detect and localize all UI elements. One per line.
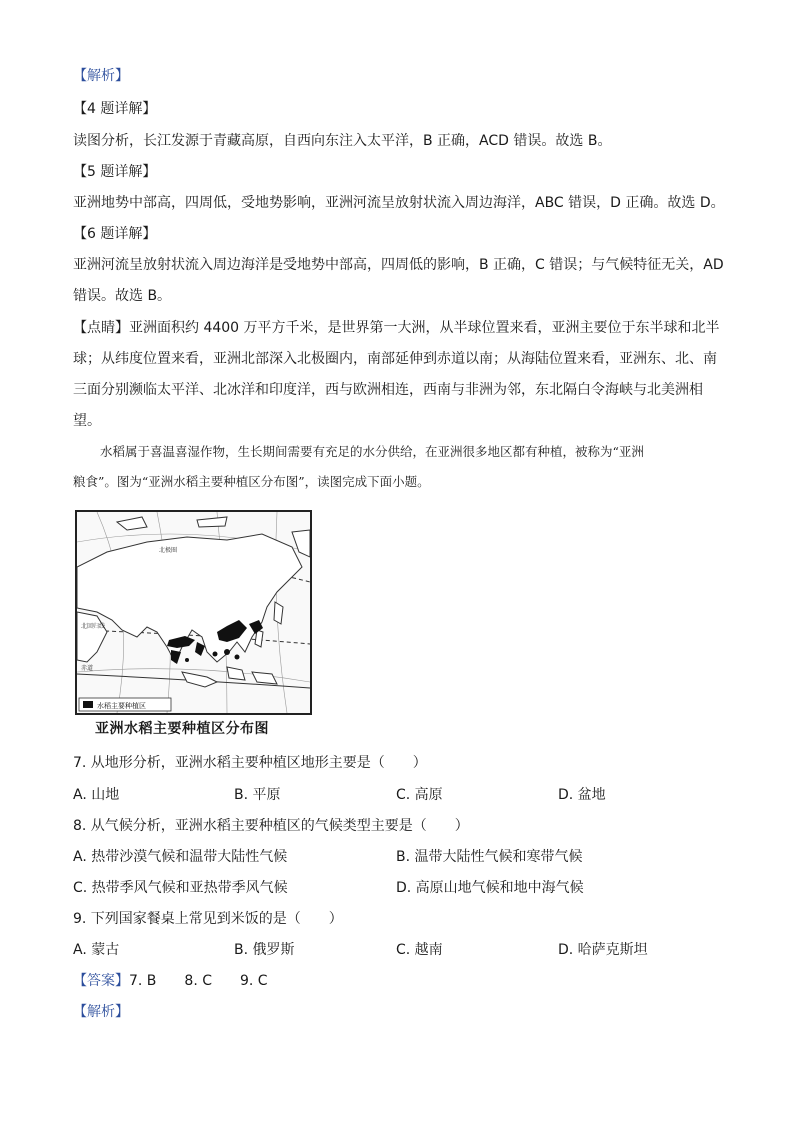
tip-line-4: 望。 bbox=[73, 413, 101, 429]
asia-rice-map bbox=[75, 510, 312, 715]
analysis-label-bottom: 【解析】 bbox=[73, 1004, 129, 1020]
q6-explanation-line-2: 错误。故选 B。 bbox=[73, 288, 172, 304]
q7-option-b: B. 平原 bbox=[234, 787, 281, 803]
q9-stem: 9. 下列国家餐桌上常见到米饭的是（ ） bbox=[73, 911, 343, 927]
tip-label: 【点睛】 bbox=[73, 320, 129, 336]
tip-text-1: 亚洲面积约 4400 万平方千米，是世界第一大洲，从半球位置来看，亚洲主要位于东半球和北半 bbox=[129, 320, 720, 336]
passage-line-2: 粮食”。图为“亚洲水稻主要种植区分布图”，读图完成下面小题。 bbox=[73, 474, 430, 489]
q9-option-b: B. 俄罗斯 bbox=[234, 942, 295, 958]
q9-option-c: C. 越南 bbox=[396, 942, 443, 958]
q5-explanation: 亚洲地势中部高，四周低，受地势影响，亚洲河流呈放射状流入周边海洋，ABC 错误，D 正确。故选 D。 bbox=[73, 195, 725, 211]
tip-line-1 bbox=[73, 318, 720, 338]
q6-explanation-line-1: 亚洲河流呈放射状流入周边海洋是受地势中部高，四周低的影响，B 正确，C 错误；与气候特征无关，AD bbox=[73, 257, 724, 273]
map-label-arctic: 北极圈 bbox=[159, 547, 178, 554]
tip-line-3: 三面分别濒临太平洋、北冰洋和印度洋，西与欧洲相连，西南与非洲为邻，东北隔白令海峡与北美洲相 bbox=[73, 382, 703, 398]
q5-heading: 【5 题详解】 bbox=[73, 164, 157, 180]
q8-stem: 8. 从气候分析，亚洲水稻主要种植区的气候类型主要是（ ） bbox=[73, 818, 469, 834]
answer-label: 【答案】 bbox=[73, 973, 129, 989]
map-label-cancer: 北回归线 bbox=[81, 623, 106, 630]
q8-option-b: B. 温带大陆性气候和寒带气候 bbox=[396, 849, 583, 865]
q4-explanation: 读图分析，长江发源于青藏高原，自西向东注入太平洋，B 正确，ACD 错误。故选 B。 bbox=[73, 133, 612, 149]
answer-line bbox=[73, 971, 268, 991]
q9-option-d: D. 哈萨克斯坦 bbox=[558, 942, 648, 958]
map-drawing bbox=[77, 512, 310, 713]
analysis-label-top: 【解析】 bbox=[73, 68, 129, 84]
legend-swatch bbox=[83, 701, 93, 708]
answer-text: 7. B 8. C 9. C bbox=[129, 973, 268, 989]
map-label-equator: 赤道 bbox=[81, 665, 94, 672]
q9-option-a: A. 蒙古 bbox=[73, 942, 120, 958]
q7-option-a: A. 山地 bbox=[73, 787, 120, 803]
map-caption: 亚洲水稻主要种植区分布图 bbox=[95, 721, 269, 737]
q6-heading: 【6 题详解】 bbox=[73, 226, 157, 242]
q7-option-c: C. 高原 bbox=[396, 787, 443, 803]
q8-option-c: C. 热带季风气候和亚热带季风气候 bbox=[73, 880, 288, 896]
q7-stem: 7. 从地形分析，亚洲水稻主要种植区地形主要是（ ） bbox=[73, 755, 427, 771]
q4-heading: 【4 题详解】 bbox=[73, 101, 157, 117]
tip-line-2: 球；从纬度位置来看，亚洲北部深入北极圈内，南部延伸到赤道以南；从海陆位置来看，亚洲东、北、南 bbox=[73, 351, 717, 367]
map-legend-label: 水稻主要种植区 bbox=[97, 702, 146, 710]
passage-line-1: 水稻属于喜温喜湿作物，生长期间需要有充足的水分供给，在亚洲很多地区都有种植，被称为“亚洲 bbox=[100, 444, 644, 459]
q8-option-d: D. 高原山地气候和地中海气候 bbox=[396, 880, 584, 896]
q8-option-a: A. 热带沙漠气候和温带大陆性气候 bbox=[73, 849, 288, 865]
q7-option-d: D. 盆地 bbox=[558, 787, 606, 803]
